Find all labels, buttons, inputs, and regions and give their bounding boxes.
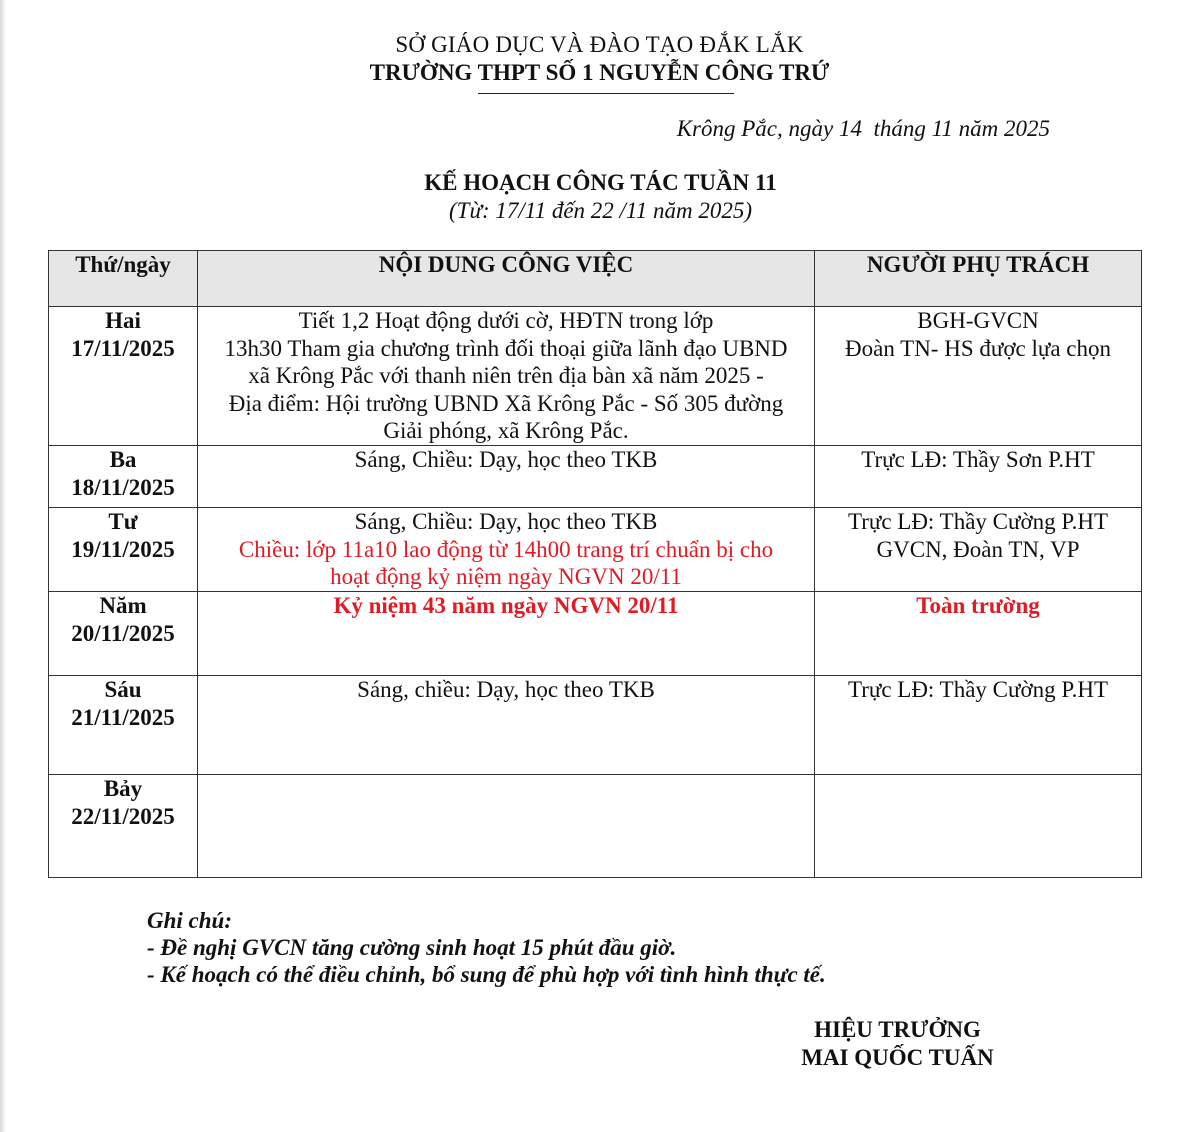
day-cell xyxy=(49,775,198,878)
content-line: Giải phóng, xã Krông Pắc. xyxy=(383,418,629,443)
content-line-highlight: hoạt động kỷ niệm ngày NGVN 20/11 xyxy=(330,564,682,589)
schedule-table xyxy=(48,250,1142,878)
school-name: TRƯỜNG THPT SỐ 1 NGUYỄN CÔNG TRỨ xyxy=(369,60,830,85)
signature-name: MAI QUỐC TUẤN xyxy=(801,1045,994,1070)
day-name: Hai xyxy=(105,308,141,333)
person-cell xyxy=(815,676,1142,775)
person-cell xyxy=(815,307,1142,446)
day-date: 19/11/2025 xyxy=(71,536,175,562)
header-day: Thứ/ngày xyxy=(49,251,198,307)
content-line-highlight: Kỷ niệm 43 năm ngày NGVN 20/11 xyxy=(333,593,679,618)
table-row xyxy=(49,775,1142,878)
person-line: Trực LĐ: Thầy Sơn P.HT xyxy=(861,447,1095,472)
person-line: Đoàn TN- HS được lựa chọn xyxy=(845,335,1111,361)
day-cell xyxy=(49,307,198,446)
table-row xyxy=(49,446,1142,508)
day-date: 22/11/2025 xyxy=(71,803,175,829)
content-cell xyxy=(198,592,815,676)
content-line: Sáng, Chiều: Dạy, học theo TKB xyxy=(354,447,658,472)
note-item: - Kế hoạch có thể điều chỉnh, bổ sung để phù hợp với tình hình thực tế. xyxy=(147,962,826,987)
person-cell xyxy=(815,592,1142,676)
content-cell xyxy=(198,676,815,775)
notes-title: Ghi chú: xyxy=(147,908,232,933)
day-name: Ba xyxy=(109,447,137,472)
table-row xyxy=(49,508,1142,592)
day-date: 17/11/2025 xyxy=(71,335,175,361)
content-line: Tiết 1,2 Hoạt động dưới cờ, HĐTN trong lớp xyxy=(298,308,714,333)
content-line: Sáng, chiều: Dạy, học theo TKB xyxy=(357,677,655,702)
plan-date-range: (Từ: 17/11 đến 22 /11 năm 2025) xyxy=(449,198,752,223)
content-line: xã Krông Pắc với thanh niên trên địa bàn xã năm 2025 - xyxy=(248,363,764,388)
place-date-line: Krông Pắc, ngày 14 tháng 11 năm 2025 xyxy=(676,116,1050,141)
content-cell xyxy=(198,446,815,508)
day-name: Bảy xyxy=(103,776,143,801)
content-line: 13h30 Tham gia chương trình đối thoại giữa lãnh đạo UBND xyxy=(224,335,788,361)
day-cell xyxy=(49,592,198,676)
person-cell-empty xyxy=(815,775,1142,878)
day-cell xyxy=(49,508,198,592)
day-name: Sáu xyxy=(104,677,142,702)
plan-title: KẾ HOẠCH CÔNG TÁC TUẦN 11 xyxy=(424,170,777,195)
day-name: Tư xyxy=(108,509,138,534)
content-line: Địa điểm: Hội trường UBND Xã Krông Pắc - Số 305 đường xyxy=(228,390,784,416)
header-person: NGƯỜI PHỤ TRÁCH xyxy=(815,251,1142,307)
person-cell xyxy=(815,446,1142,508)
signature-title: HIỆU TRƯỞNG xyxy=(814,1017,981,1042)
day-cell xyxy=(49,446,198,508)
note-item: - Đề nghị GVCN tăng cường sinh hoạt 15 phút đầu giờ. xyxy=(147,935,677,960)
person-line: BGH-GVCN xyxy=(917,308,1039,333)
content-line-highlight: Chiều: lớp 11a10 lao động từ 14h00 trang trí chuẩn bị cho xyxy=(238,536,774,562)
day-name: Năm xyxy=(99,593,147,618)
day-date: 21/11/2025 xyxy=(71,704,175,730)
content-cell xyxy=(198,508,815,592)
table-row xyxy=(49,307,1142,446)
department-name: SỞ GIÁO DỤC VÀ ĐÀO TẠO ĐẮK LẮK xyxy=(395,32,804,57)
day-date: 18/11/2025 xyxy=(71,474,175,500)
table-row xyxy=(49,676,1142,775)
person-cell xyxy=(815,508,1142,592)
person-line: Trực LĐ: Thầy Cường P.HT xyxy=(847,509,1109,534)
table-row xyxy=(49,592,1142,676)
notes-section xyxy=(147,907,826,988)
person-line: Trực LĐ: Thầy Cường P.HT xyxy=(847,677,1109,702)
person-line: GVCN, Đoàn TN, VP xyxy=(876,536,1080,562)
person-line-highlight: Toàn trường xyxy=(916,593,1040,618)
day-cell xyxy=(49,676,198,775)
content-cell xyxy=(198,307,815,446)
content-cell-empty xyxy=(198,775,815,878)
header-content: NỘI DUNG CÔNG VIỆC xyxy=(198,251,815,307)
table-header-row xyxy=(49,251,1142,307)
school-name-underline xyxy=(478,93,734,94)
content-line: Sáng, Chiều: Dạy, học theo TKB xyxy=(354,509,658,534)
day-date: 20/11/2025 xyxy=(71,620,175,646)
